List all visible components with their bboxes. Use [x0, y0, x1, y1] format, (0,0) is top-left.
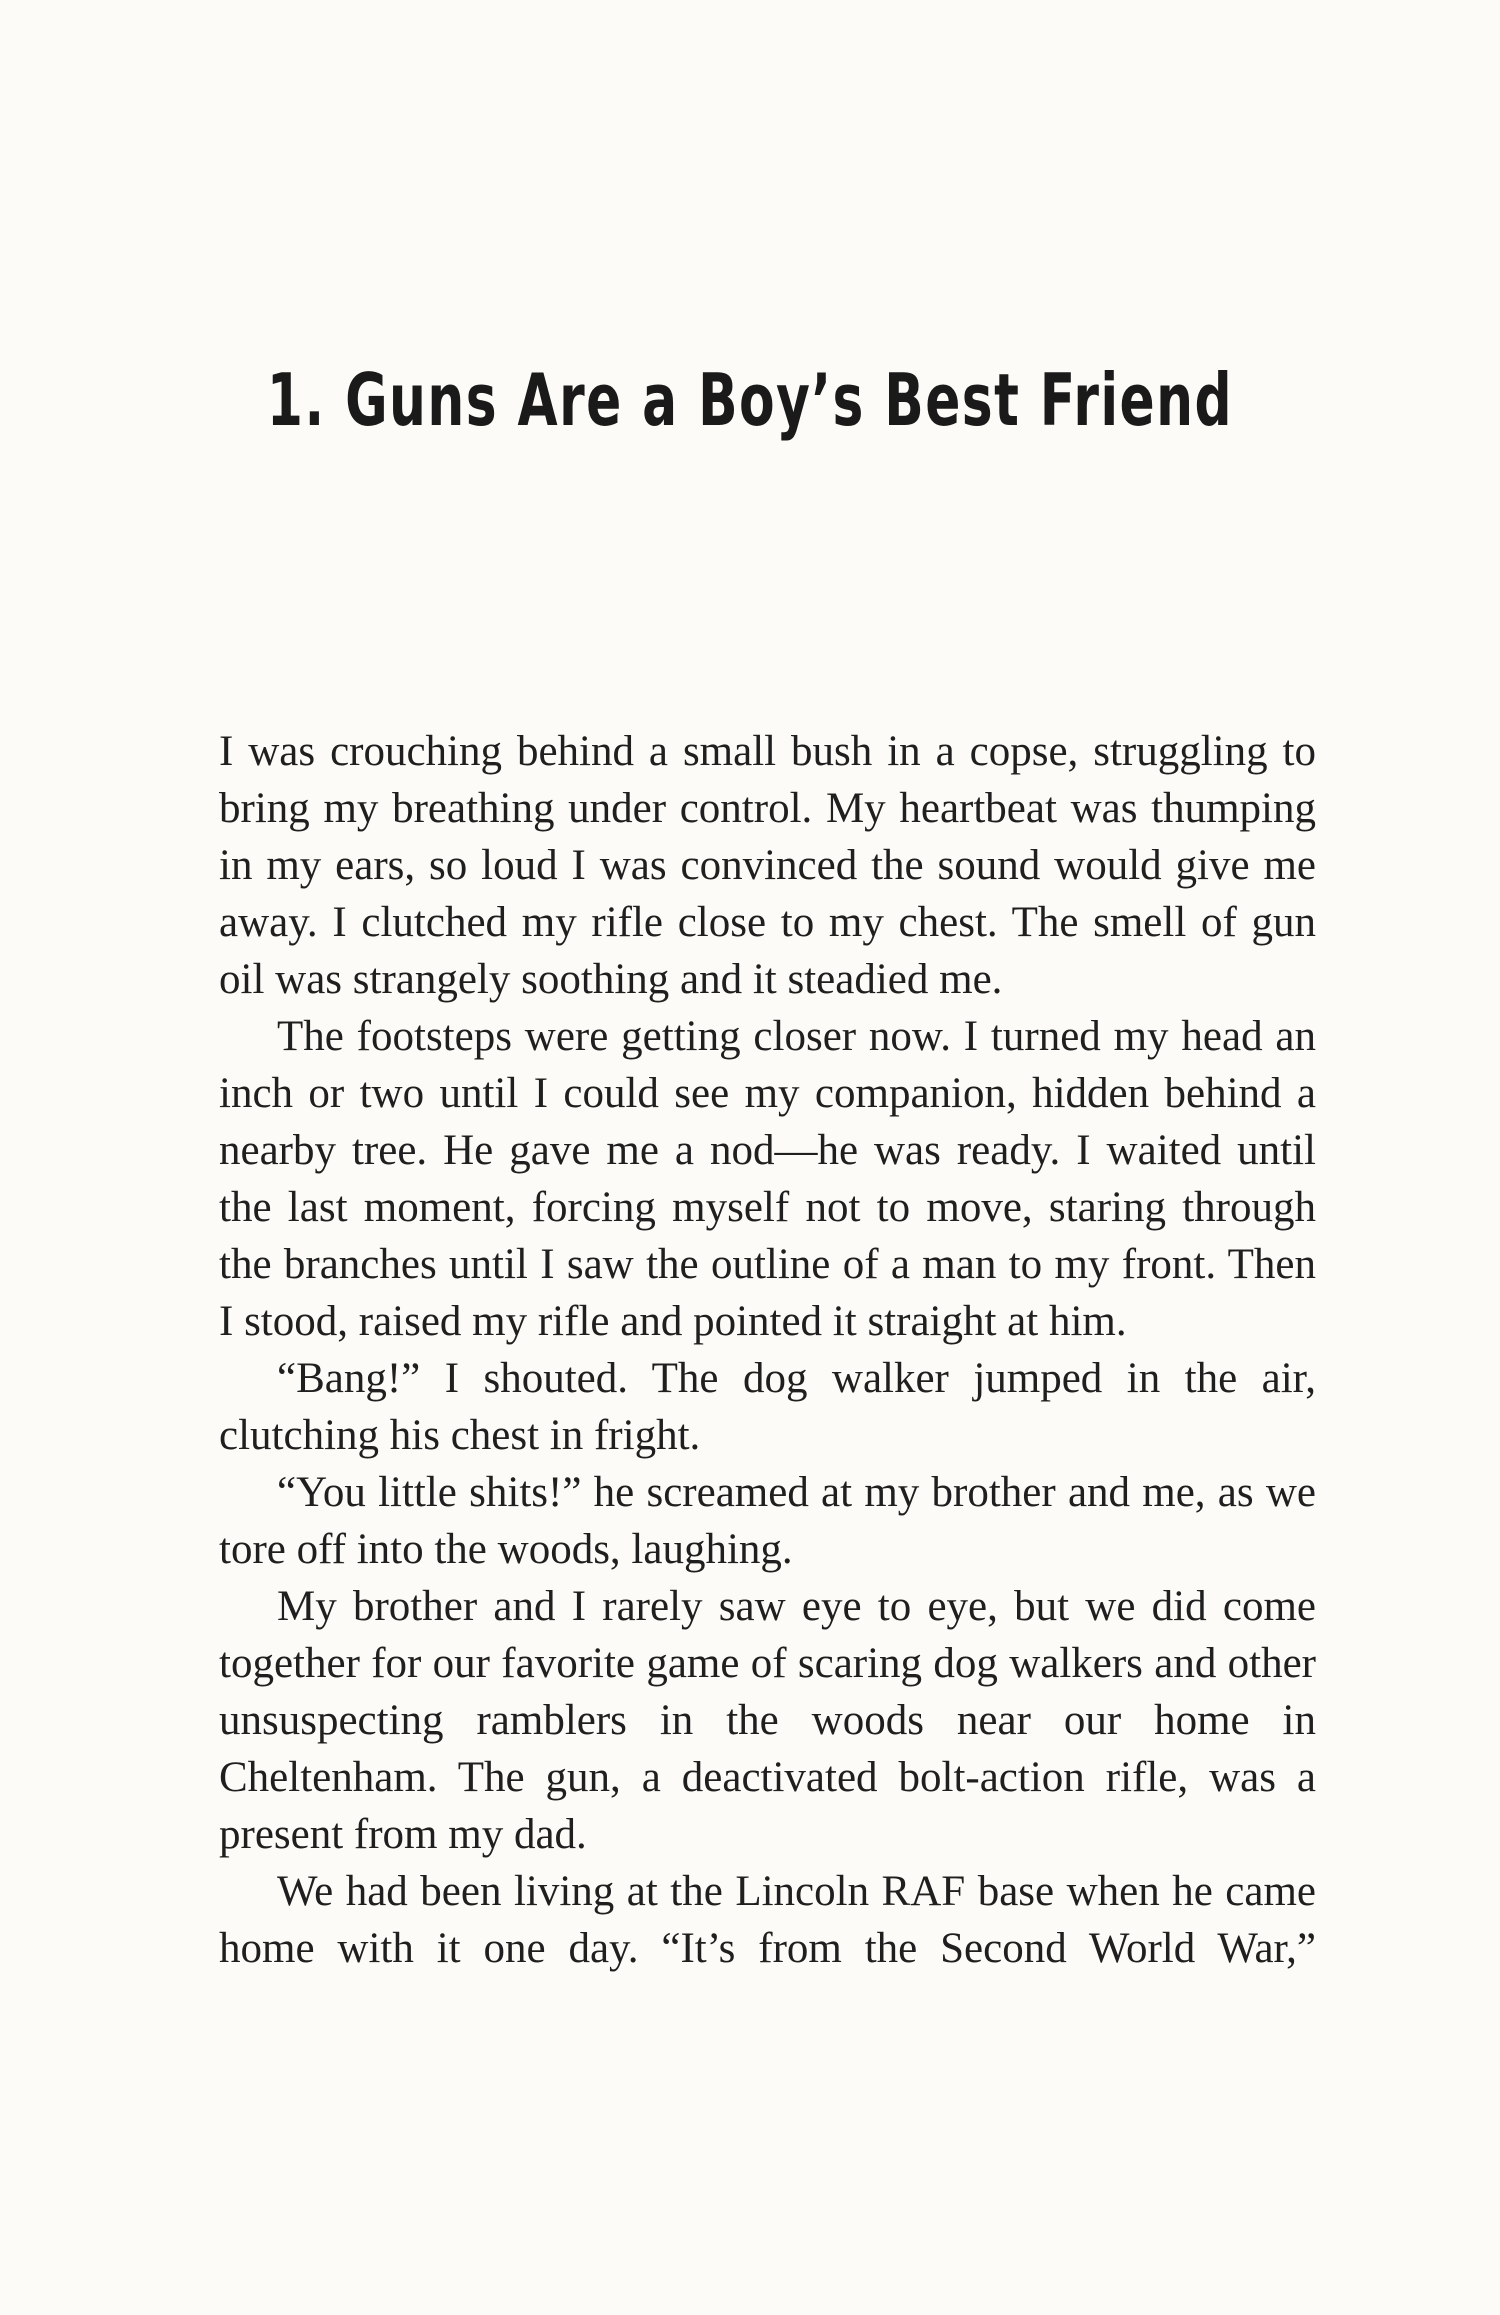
chapter-title: 1. Guns Are a Boy’s Best Friend — [266, 358, 1234, 442]
paragraph: “You little shits!” he screamed at my brother and me, as we tore off into the woods, laughing. — [219, 1469, 1316, 1573]
paragraph: My brother and I rarely saw eye to eye, but we did come together for our favorite game of scaring dog walkers and other unsuspecting ramblers in the woods near our home in Cheltenham. The gun, a deactivated bolt-action rifle, was a present from my dad. — [219, 1583, 1316, 1858]
paragraph: We had been living at the Lincoln RAF base when he came home with it one day. “It’s from the Second World War,” — [219, 1868, 1316, 1972]
paragraph: “Bang!” I shouted. The dog walker jumped in the air, clutching his chest in fright. — [219, 1355, 1316, 1459]
paragraph: The footsteps were getting closer now. I turned my head an inch or two until I could see my companion, hidden behind a nearby tree. He gave me a nod—he was ready. I waited until the last moment, forcing myself not to move, staring through the branches until I saw the outline of a man to my front. Then I stood, raised my rifle and pointed it straight at him. — [219, 1013, 1316, 1345]
paragraph: I was crouching behind a small bush in a copse, struggling to bring my breathing under control. My heartbeat was thumping in my ears, so loud I was convinced the sound would give me away. I clutched my rifle close to my chest. The smell of gun oil was strangely soothing and it steadied me. — [219, 728, 1316, 1003]
chapter-body — [219, 723, 1316, 1977]
